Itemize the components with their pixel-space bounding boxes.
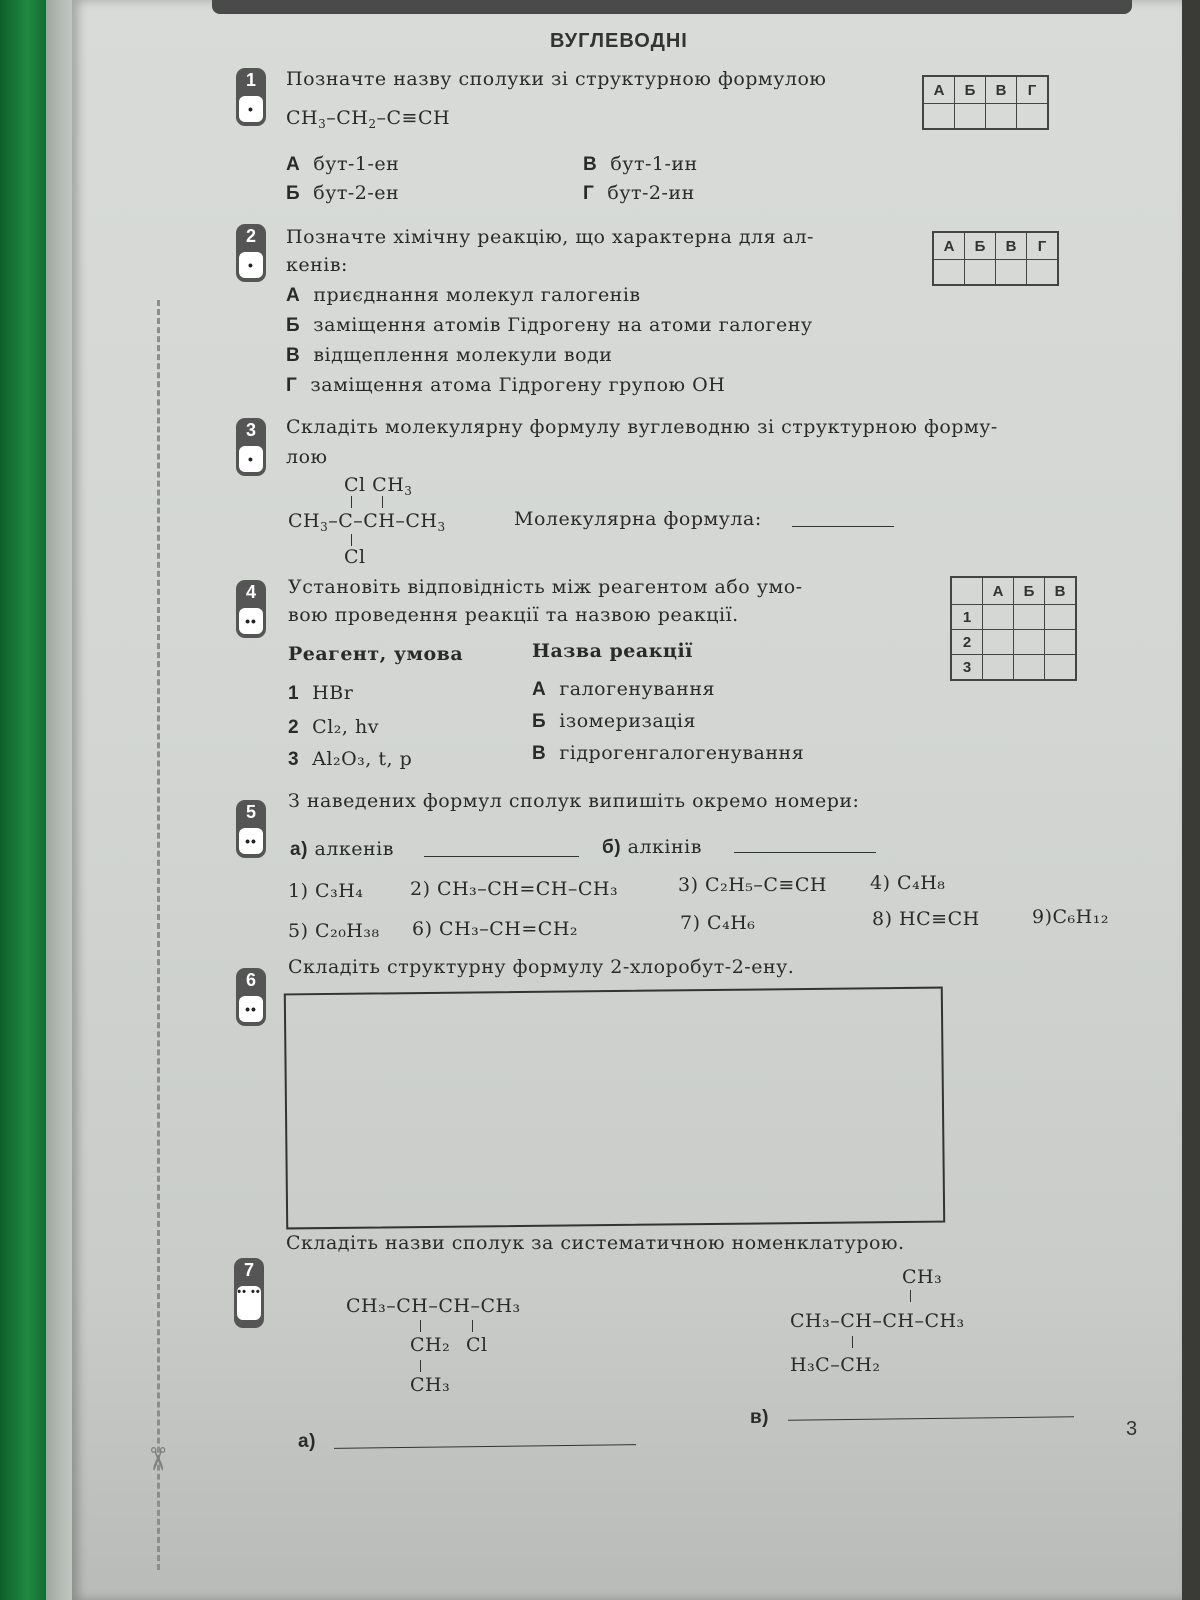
answer-cell[interactable] — [955, 104, 986, 130]
bond-line — [351, 496, 352, 508]
q4-reaction-v: В гідрогенгалогенування — [532, 742, 805, 764]
q3-text-line2: лою — [286, 446, 328, 468]
q5-alkynes-answer-line[interactable] — [734, 852, 876, 853]
q1-formula: $CH_3-CH_2-C\equiv CH$ — [286, 107, 451, 131]
q3-bottom-group: Cl — [344, 546, 366, 568]
q5-formula-3: 3) C₂H₅–C≡CH — [678, 874, 827, 896]
question-badge-2 — [236, 224, 266, 282]
q1-answer-grid: А Б В Г — [922, 75, 1049, 130]
q4-reagent-2: 2 Cl₂, hv — [288, 716, 379, 738]
question-badge-1 — [236, 68, 266, 126]
q3-top-groups: Cl $CH_3$ — [344, 474, 413, 498]
question-number: 6 — [245, 970, 256, 990]
q4-text-line1: Установіть відповідність між реагентом або умо- — [288, 576, 803, 598]
bond-line — [382, 496, 383, 508]
answer-cell[interactable] — [983, 630, 1014, 655]
compound-a-branch1b: CH₃ — [410, 1374, 451, 1396]
page-number: 3 — [1126, 1418, 1138, 1440]
q7-label-a: а) — [298, 1431, 316, 1452]
difficulty-dots: •• — [239, 996, 263, 1022]
q5-formula-9: 9)C₆H₁₂ — [1032, 906, 1109, 928]
question-badge-3 — [236, 418, 266, 476]
q2-text-line2: кенів: — [286, 254, 348, 276]
bond-line — [910, 1290, 911, 1302]
difficulty-dots: • — [239, 96, 263, 122]
binder-cover — [0, 0, 46, 1600]
q4-text-line2: вою проведення реакції та назвою реакції. — [288, 604, 739, 626]
answer-cell[interactable] — [996, 260, 1027, 286]
compound-v-bottom: H₃C–CH₂ — [790, 1354, 881, 1376]
answer-cell[interactable] — [1045, 655, 1077, 681]
question-number: 7 — [243, 1260, 254, 1280]
q5-formula-7: 7) C₄H₆ — [680, 912, 756, 934]
top-band — [212, 0, 1132, 14]
difficulty-dots: •• •• — [237, 1286, 261, 1320]
q6-answer-box[interactable] — [284, 987, 945, 1230]
q5-alkenes-answer-line[interactable] — [424, 856, 579, 857]
q5-part-a: а) алкенів — [290, 838, 394, 860]
q1-option-v: В бут-1-ин — [583, 153, 698, 175]
compound-a-branch2: Cl — [466, 1334, 488, 1356]
q5-formula-2: 2) CH₃–CH=CH–CH₃ — [410, 878, 619, 900]
answer-cell[interactable] — [1027, 260, 1059, 286]
q2-option-g: Г заміщення атома Гідрогену групою OH — [286, 374, 726, 396]
question-badge-4 — [236, 580, 266, 638]
answer-cell[interactable] — [1045, 605, 1077, 630]
q5-formula-5: 5) C₂₀H₃₈ — [288, 920, 380, 942]
q5-formula-8: 8) HC≡CH — [872, 908, 980, 930]
q2-answer-grid: А Б В Г — [932, 231, 1059, 286]
compound-a-chain: CH₃–CH–CH–CH₃ — [346, 1295, 521, 1317]
q1-text: Позначте назву сполуки зі структурною формулою — [286, 68, 827, 90]
answer-cell[interactable] — [1017, 104, 1049, 130]
answer-cell[interactable] — [933, 260, 965, 286]
answer-cell[interactable] — [1014, 630, 1045, 655]
question-number: 1 — [245, 70, 256, 90]
question-badge-6 — [236, 968, 266, 1026]
q2-option-b: Б заміщення атомів Гідрогену на атоми галогену — [286, 314, 813, 336]
q4-answer-grid: А Б В 1 2 3 — [950, 576, 1077, 681]
q6-text: Складіть структурну формулу 2-хлоробут-2-ену. — [288, 956, 795, 978]
answer-cell[interactable] — [983, 655, 1014, 681]
q4-reagent-3: 3 Al₂O₃, t, p — [288, 748, 413, 770]
question-badge-7 — [234, 1258, 264, 1328]
difficulty-dots: • — [239, 446, 263, 472]
difficulty-dots: •• — [239, 828, 263, 854]
q7-label-v: в) — [750, 1407, 770, 1428]
compound-a-branch1: CH₂ — [410, 1334, 451, 1356]
answer-cell[interactable] — [1014, 655, 1045, 681]
question-number: 4 — [245, 582, 256, 602]
q5-part-b: б) алкінів — [602, 836, 702, 858]
difficulty-dots: • — [239, 252, 263, 278]
q1-option-g: Г бут-2-ин — [583, 182, 695, 204]
q4-reaction-a: А галогенування — [532, 678, 715, 700]
answer-cell[interactable] — [983, 605, 1014, 630]
question-badge-5 — [236, 800, 266, 858]
answer-cell[interactable] — [1045, 630, 1077, 655]
answer-cell[interactable] — [923, 104, 955, 130]
q3-answer-label: Молекулярна формула: — [514, 508, 762, 530]
bond-line — [472, 1320, 473, 1332]
q3-answer-line[interactable] — [792, 526, 894, 527]
compound-v-top: CH₃ — [902, 1266, 943, 1288]
q5-text: З наведених формул сполук випишіть окремо номери: — [288, 790, 860, 812]
difficulty-dots: •• — [239, 608, 263, 634]
bond-line — [420, 1360, 421, 1372]
bond-line — [420, 1320, 421, 1332]
q5-formula-1: 1) C₃H₄ — [288, 880, 364, 902]
q3-text-line1: Складіть молекулярну формулу вуглеводню зі структурною форму- — [286, 416, 998, 438]
q4-reaction-b: Б ізомеризація — [532, 710, 696, 732]
section-title: ВУГЛЕВОДНІ — [550, 30, 688, 52]
answer-cell[interactable] — [986, 104, 1017, 130]
q2-option-a: А приєднання молекул галогенів — [286, 284, 641, 306]
scissors-icon: ✂ — [138, 1445, 177, 1473]
question-number: 5 — [245, 802, 256, 822]
answer-cell[interactable] — [965, 260, 996, 286]
q4-reagent-1: 1 HBr — [288, 682, 354, 704]
q4-col2-header: Назва реакції — [532, 640, 693, 662]
q2-text-line1: Позначте хімічну реакцію, що характерна для ал- — [286, 226, 814, 248]
q2-option-v: В відщеплення молекули води — [286, 344, 613, 366]
q7-text: Складіть назви сполук за систематичною номенклатурою. — [286, 1232, 905, 1254]
q3-main-chain: $CH_3-C-CH-CH_3$ — [288, 510, 446, 534]
question-number: 2 — [245, 226, 256, 246]
cut-line — [157, 300, 160, 1570]
bond-line — [852, 1336, 853, 1348]
q5-formula-6: 6) CH₃–CH=CH₂ — [412, 918, 579, 940]
bond-line — [351, 534, 352, 546]
q4-col1-header: Реагент, умова — [288, 643, 464, 665]
question-number: 3 — [245, 420, 256, 440]
q1-option-b: Б бут-2-ен — [286, 182, 400, 204]
compound-v-chain: CH₃–CH–CH–CH₃ — [790, 1310, 965, 1332]
q1-option-a: А бут-1-ен — [286, 153, 400, 175]
q5-formula-4: 4) C₄H₈ — [870, 872, 946, 894]
answer-cell[interactable] — [1014, 605, 1045, 630]
